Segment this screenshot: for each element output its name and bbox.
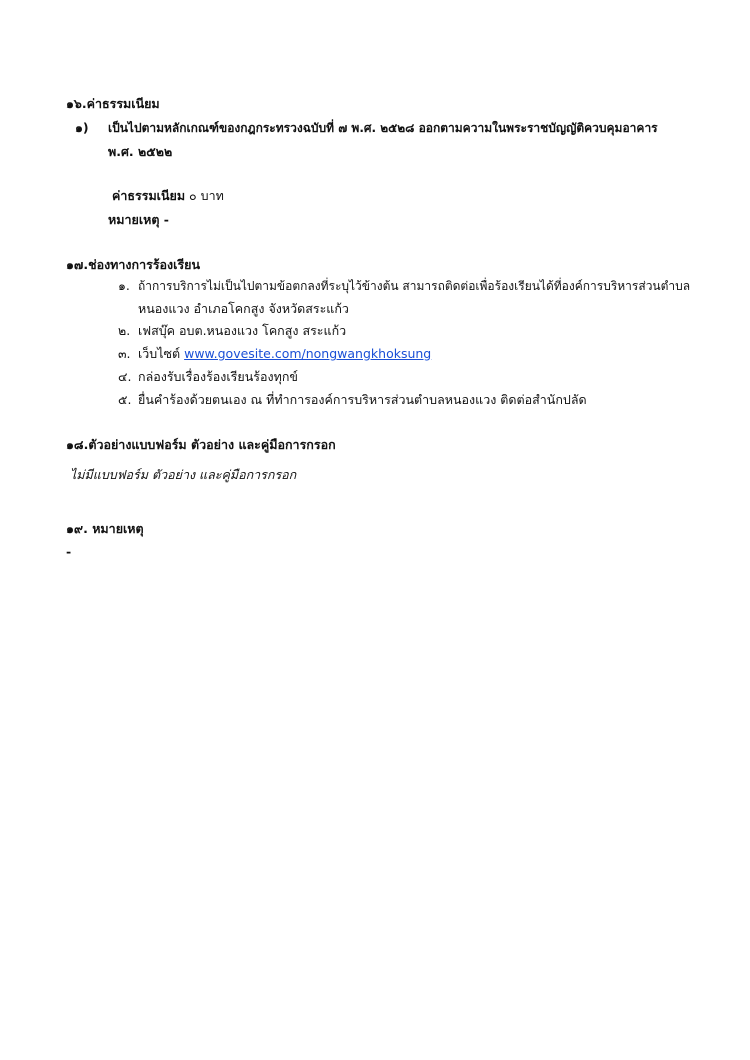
- complaint-5-text: ยื่นคำร้องด้วยตนเอง ณ ที่ทำการองค์การบริหารส่วนตำบลหนองแวง ติดต่อสำนักปลัด: [138, 392, 587, 407]
- complaint-3-number: ๓.: [118, 346, 131, 361]
- complaint-2-text: เฟสบุ๊ค อบต.หนองแวง โคกสูง สระแก้ว: [138, 323, 347, 338]
- complaint-1-line-2: หนองแวง อำเภอโคกสูง จังหวัดสระแก้ว: [138, 301, 349, 316]
- website-link[interactable]: www.govesite.com/nongwangkhoksung: [184, 346, 432, 361]
- complaint-3-row: [138, 345, 431, 363]
- complaint-1-line-1: ถ้าการบริการไม่เป็นไปตามข้อตกลงที่ระบุไว้ข้างต้น สามารถติดต่อเพื่อร้องเรียนได้ที่องค์การบริหารส่วนตำบล: [138, 279, 691, 293]
- section-18-heading: ๑๘.ตัวอย่างแบบฟอร์ม ตัวอย่าง และคู่มือการกรอก: [66, 437, 336, 452]
- section-17-heading: ๑๗.ช่องทางการร้องเรียน: [66, 257, 201, 272]
- section-19-heading: ๑๙. หมายเหตุ: [66, 521, 144, 536]
- section-19-text: -: [66, 544, 72, 559]
- fee-item-line-2: พ.ศ. ๒๕๒๒: [108, 144, 173, 159]
- complaint-2-number: ๒.: [118, 323, 131, 338]
- fee-item-number: ๑): [75, 120, 89, 135]
- fee-row: [112, 187, 224, 205]
- complaint-3-label: เว็บไซต์: [138, 346, 181, 361]
- fee-note: หมายเหตุ -: [108, 212, 169, 227]
- fee-value: ๐ บาท: [189, 188, 224, 203]
- complaint-4-text: กล่องรับเรื่องร้องเรียนร้องทุกข์: [138, 369, 298, 384]
- section-18-text: ไม่มีแบบฟอร์ม ตัวอย่าง และคู่มือการกรอก: [70, 467, 297, 482]
- fee-item-line-1: เป็นไปตามหลักเกณฑ์ของกฎกระทรวงฉบับที่ ๗ พ.ศ. ๒๕๒๘ ออกตามความในพระราชบัญญัติควบคุมอาคาร: [108, 121, 658, 135]
- complaint-4-number: ๔.: [118, 369, 132, 384]
- complaint-5-number: ๕.: [118, 392, 132, 407]
- fee-label: ค่าธรรมเนียม: [112, 188, 186, 203]
- section-16-heading: ๑๖.ค่าธรรมเนียม: [66, 96, 160, 111]
- complaint-1-number: ๑.: [118, 278, 130, 293]
